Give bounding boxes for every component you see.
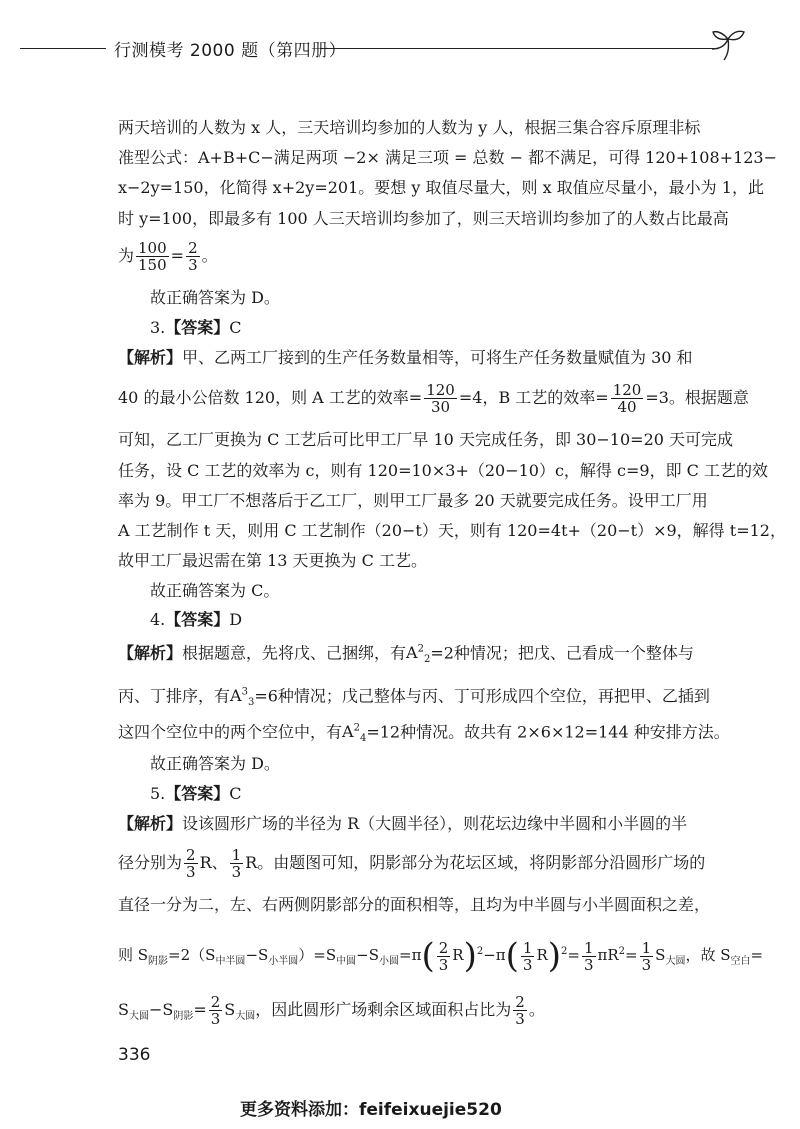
- page-number: 336: [118, 1045, 151, 1065]
- subscript: 4: [359, 733, 367, 745]
- text: =4，B 工艺的效率=: [458, 388, 609, 407]
- denominator: 3: [522, 955, 533, 974]
- numerator: 1: [641, 938, 652, 957]
- analysis-tag: 【解析】: [118, 643, 183, 663]
- analysis-line: [118, 814, 718, 834]
- text: =: [170, 246, 185, 265]
- text: 40 的最小公倍数 120，则 A 工艺的效率=: [118, 388, 423, 407]
- subscript: 大圆: [235, 1011, 256, 1023]
- question-number: 5.: [150, 784, 166, 803]
- denominator: 3: [210, 1010, 221, 1028]
- fraction: [184, 847, 198, 880]
- superscript: 2: [417, 644, 424, 655]
- text: ，故 S: [685, 946, 731, 964]
- formula-line: [118, 930, 764, 984]
- numerator: 2: [438, 938, 449, 957]
- text: 甲、乙两工厂接到的生产任务数量相等，可将生产任务数量赋值为 30 和: [182, 348, 693, 367]
- numerator: 120: [612, 381, 642, 399]
- text: =: [625, 946, 638, 964]
- fraction: [611, 382, 644, 415]
- text: 丙、丁排序，有: [118, 686, 231, 706]
- text: =2种情况；把戊、己看成一个整体与: [430, 643, 694, 663]
- text: R: [536, 946, 548, 964]
- text: =: [567, 946, 580, 964]
- text-line: 准型公式：A+B+C−满足两项 −2× 满足三项 = 总数 − 都不满足，可得 120+108+123−: [118, 148, 778, 167]
- analysis-line: 率为 9。甲工厂不想落后于乙工厂，则甲工厂最多 20 天就要完成任务。设甲工厂用: [118, 491, 708, 510]
- superscript: 2: [476, 946, 484, 957]
- text: 则 S: [118, 946, 149, 964]
- text-line: x−2y=150，化简得 x+2y=201。要想 y 取值尽量大，则 x 取值应尽量小，最小为 1，此: [118, 178, 764, 197]
- text: 根据题意，先将戊、己捆绑，有: [182, 643, 407, 663]
- denominator: 30: [430, 398, 451, 416]
- analysis-line: 直径一分为二，左、右两侧阴影部分的面积相等，且均为中半圆与小半圆面积之差，: [118, 895, 711, 914]
- text: =: [750, 946, 764, 964]
- text: 设该圆形广场的半径为 R（大圆半径），则花坛边缘中半圆和小半圆的半: [182, 814, 688, 833]
- denominator: 3: [186, 863, 196, 881]
- text: A: [230, 686, 242, 706]
- denominator: 150: [138, 256, 167, 274]
- superscript: 3: [241, 687, 248, 698]
- text: −S: [356, 946, 380, 964]
- header-rule-left: [20, 48, 106, 49]
- analysis-tag: 【解析】: [118, 814, 183, 833]
- fraction: [209, 994, 223, 1027]
- analysis-line: [118, 378, 749, 418]
- subscript: 大圆: [128, 1011, 149, 1023]
- page-header: [20, 30, 760, 60]
- numerator: 2: [210, 993, 221, 1011]
- permutation: [406, 643, 431, 666]
- question-5-answer: [150, 784, 750, 804]
- paren: (: [421, 936, 435, 976]
- paren: ): [463, 936, 477, 976]
- analysis-line: A 工艺制作 t 天，则用 C 工艺制作（20−t）天，则有 120=4t+（20−t）×9，解得 t=12，: [118, 521, 786, 540]
- subscript: 中半圆: [215, 956, 246, 967]
- answer-line: 故正确答案为 D。: [150, 288, 280, 307]
- fraction: [582, 940, 596, 973]
- text: =π: [399, 946, 422, 964]
- formula-line: [118, 988, 718, 1039]
- text: A: [342, 722, 354, 742]
- text: ，因此圆形广场剩余区域面积占比为: [255, 1000, 512, 1019]
- permutation: [342, 722, 367, 745]
- analysis-line: [118, 719, 730, 750]
- text: R。由题图可知，阴影部分为花坛区域，将阴影部分沿圆形广场的: [245, 853, 706, 872]
- text: =: [193, 1000, 207, 1019]
- permutation: [230, 686, 255, 709]
- question-number: 3.: [150, 318, 166, 337]
- subscript: 阴影: [173, 1011, 194, 1023]
- text: ）=S: [298, 946, 337, 964]
- text: S: [224, 1000, 236, 1019]
- fraction: [437, 940, 451, 973]
- answer-value: C: [229, 784, 242, 803]
- text: =3。根据题意: [645, 388, 749, 407]
- superscript: 2: [353, 723, 360, 734]
- numerator: 1: [231, 846, 242, 864]
- question-number: 4.: [150, 610, 166, 629]
- text: −S: [148, 1000, 174, 1019]
- text: =12种情况。故共有 2×6×12=144 种安排方法。: [366, 722, 730, 742]
- text: 为: [118, 246, 135, 265]
- text: 。: [201, 246, 218, 265]
- answer-line: 故正确答案为 C。: [150, 581, 280, 600]
- subscript: 小半圆: [268, 956, 299, 967]
- text: =6种情况；戊己整体与丙、丁可形成四个空位，再把甲、乙插到: [254, 686, 710, 706]
- text: A: [406, 643, 418, 663]
- answer-tag: 【答案】: [165, 318, 230, 337]
- subscript: 空白: [730, 956, 751, 967]
- fraction: [640, 940, 654, 973]
- text: 。: [528, 1000, 545, 1019]
- numerator: 120: [426, 381, 455, 399]
- denominator: 3: [231, 863, 242, 881]
- answer-tag: 【答案】: [165, 610, 230, 629]
- subscript: 中圆: [336, 956, 357, 967]
- text: 径分别为: [118, 853, 183, 872]
- header-rule-right: [320, 48, 715, 49]
- fraction: [513, 994, 527, 1027]
- question-3-answer: [150, 318, 750, 338]
- text: S: [655, 946, 666, 964]
- fraction: [424, 382, 457, 415]
- subscript: 小圆: [379, 956, 400, 967]
- text-line: 时 y=100，即最多有 100 人三天培训均参加了，则三天培训均参加了的人数占比最高: [118, 209, 729, 228]
- text: R、: [199, 853, 228, 872]
- subscript: 2: [423, 654, 431, 666]
- sprout-icon: [710, 28, 756, 64]
- fraction: [136, 240, 169, 273]
- numerator: 1: [583, 938, 594, 957]
- header-title: 行测模考 2000 题（第四册）: [114, 41, 347, 61]
- subscript: 阴影: [148, 956, 169, 967]
- numerator: 2: [515, 993, 525, 1011]
- denominator: 3: [583, 955, 594, 974]
- superscript: 2: [561, 946, 568, 957]
- denominator: 3: [438, 955, 449, 974]
- text-line: 两天培训的人数为 x 人，三天培训均参加的人数为 y 人，根据三集合容斥原理非标: [118, 118, 701, 137]
- paren: (: [505, 936, 519, 976]
- answer-tag: 【答案】: [165, 784, 230, 803]
- numerator: 2: [186, 846, 196, 864]
- fraction-line: [118, 236, 718, 276]
- fraction: [186, 240, 200, 273]
- analysis-line: 故甲工厂最迟需在第 13 天更换为 C 工艺。: [118, 551, 427, 570]
- text: −π: [483, 946, 506, 964]
- text: −S: [245, 946, 269, 964]
- question-4-answer: [150, 610, 750, 630]
- text: R: [452, 946, 464, 964]
- denominator: 3: [641, 955, 652, 974]
- denominator: 3: [188, 256, 198, 274]
- paren: ): [547, 936, 562, 976]
- answer-value: C: [229, 318, 242, 337]
- footer-note: 更多资料添加：feifeixuejie520: [240, 1100, 502, 1120]
- superscript: 2: [618, 946, 626, 957]
- subscript: 3: [247, 697, 255, 709]
- analysis-line: [118, 683, 718, 714]
- answer-line: 故正确答案为 D。: [150, 754, 280, 773]
- text: πR: [597, 946, 619, 964]
- denominator: 3: [515, 1010, 525, 1028]
- denominator: 40: [617, 398, 637, 416]
- analysis-line: [118, 843, 718, 883]
- subscript: 大圆: [665, 956, 686, 967]
- analysis-line: 任务，设 C 工艺的效率为 c，则有 120=10×3+（20−10）c，解得 c=9，即 C 工艺的效: [118, 461, 768, 480]
- analysis-line: 可知，乙工厂更换为 C 工艺后可比甲工厂早 10 天完成任务，即 30−10=20 天可完成: [118, 430, 734, 449]
- text: S: [118, 1000, 129, 1019]
- fraction: [521, 940, 535, 973]
- analysis-tag: 【解析】: [118, 348, 183, 367]
- text: =2（S: [168, 946, 216, 964]
- numerator: 2: [188, 239, 198, 257]
- analysis-line: [118, 348, 718, 368]
- answer-value: D: [229, 610, 243, 629]
- fraction: [230, 847, 244, 880]
- numerator: 1: [522, 938, 533, 957]
- analysis-line: [118, 640, 718, 671]
- numerator: 100: [138, 239, 167, 257]
- text: 这四个空位中的两个空位中，有: [118, 722, 343, 742]
